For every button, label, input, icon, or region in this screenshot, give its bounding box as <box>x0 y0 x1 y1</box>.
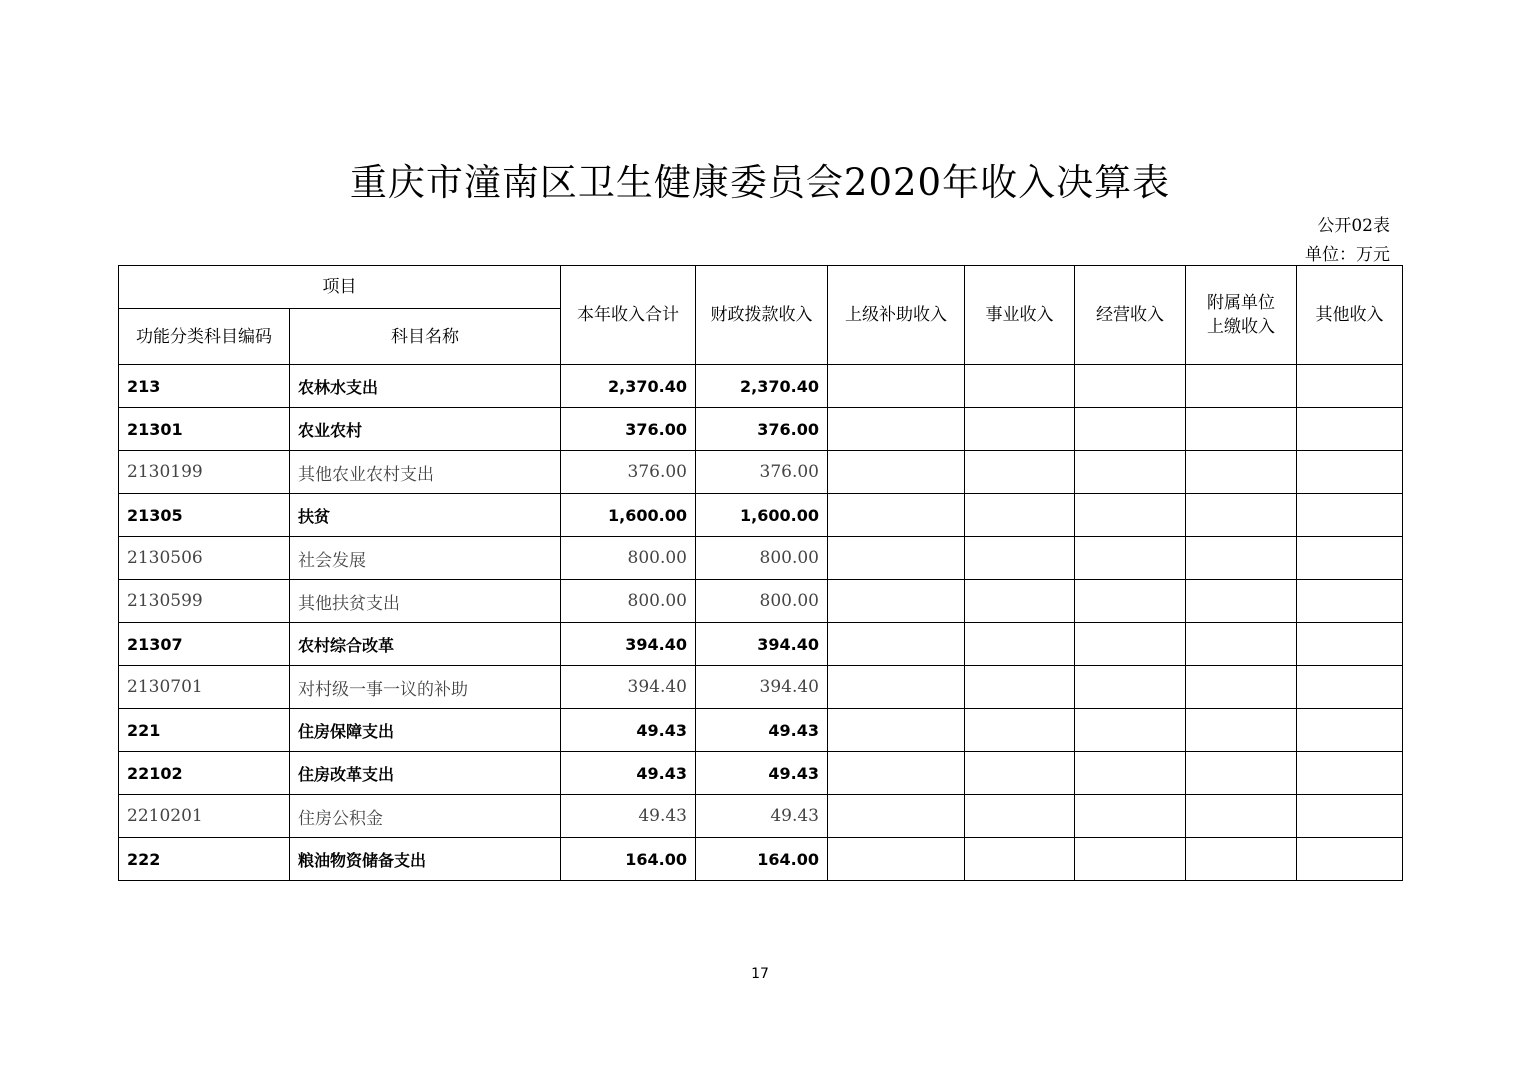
cell-operating <box>1075 408 1186 451</box>
cell-other <box>1297 838 1403 881</box>
cell-business <box>965 537 1075 580</box>
cell-total: 49.43 <box>561 795 696 838</box>
cell-fiscal: 2,370.40 <box>696 365 828 408</box>
cell-name: 其他农业农村支出 <box>290 451 561 494</box>
cell-other <box>1297 580 1403 623</box>
cell-business <box>965 623 1075 666</box>
cell-superior <box>828 838 965 881</box>
cell-name: 住房保障支出 <box>290 709 561 752</box>
cell-business <box>965 365 1075 408</box>
income-table <box>118 265 1403 881</box>
table-row <box>119 365 1403 408</box>
cell-business <box>965 709 1075 752</box>
cell-name: 农村综合改革 <box>290 623 561 666</box>
cell-fiscal: 376.00 <box>696 451 828 494</box>
cell-affiliated <box>1186 795 1297 838</box>
header-operating: 经营收入 <box>1075 266 1186 365</box>
cell-affiliated <box>1186 408 1297 451</box>
cell-other <box>1297 623 1403 666</box>
form-number: 公开02表 <box>1317 216 1390 236</box>
cell-other <box>1297 795 1403 838</box>
cell-affiliated <box>1186 580 1297 623</box>
cell-fiscal: 376.00 <box>696 408 828 451</box>
table-row <box>119 795 1403 838</box>
cell-fiscal: 1,600.00 <box>696 494 828 537</box>
cell-operating <box>1075 537 1186 580</box>
cell-operating <box>1075 365 1186 408</box>
cell-business <box>965 795 1075 838</box>
cell-operating <box>1075 451 1186 494</box>
cell-name: 社会发展 <box>290 537 561 580</box>
unit-label: 单位：万元 <box>1305 245 1390 265</box>
header-other: 其他收入 <box>1297 266 1403 365</box>
cell-code: 2210201 <box>119 795 290 838</box>
cell-business <box>965 752 1075 795</box>
cell-affiliated <box>1186 838 1297 881</box>
cell-affiliated <box>1186 623 1297 666</box>
cell-other <box>1297 408 1403 451</box>
cell-business <box>965 408 1075 451</box>
cell-fiscal: 800.00 <box>696 580 828 623</box>
cell-other <box>1297 494 1403 537</box>
cell-total: 376.00 <box>561 408 696 451</box>
cell-operating <box>1075 795 1186 838</box>
cell-other <box>1297 709 1403 752</box>
cell-superior <box>828 623 965 666</box>
table-row <box>119 623 1403 666</box>
cell-superior <box>828 580 965 623</box>
cell-code: 222 <box>119 838 290 881</box>
table-row <box>119 537 1403 580</box>
cell-operating <box>1075 666 1186 709</box>
cell-operating <box>1075 494 1186 537</box>
cell-business <box>965 666 1075 709</box>
header-code: 功能分类科目编码 <box>119 309 290 365</box>
cell-operating <box>1075 838 1186 881</box>
table-row <box>119 408 1403 451</box>
cell-code: 2130506 <box>119 537 290 580</box>
cell-operating <box>1075 623 1186 666</box>
cell-name: 粮油物资储备支出 <box>290 838 561 881</box>
cell-business <box>965 838 1075 881</box>
table-row <box>119 752 1403 795</box>
table-row <box>119 494 1403 537</box>
cell-other <box>1297 666 1403 709</box>
cell-total: 2,370.40 <box>561 365 696 408</box>
cell-code: 21305 <box>119 494 290 537</box>
cell-affiliated <box>1186 752 1297 795</box>
cell-operating <box>1075 709 1186 752</box>
table-row <box>119 451 1403 494</box>
page-number: 17 <box>751 966 769 982</box>
cell-code: 2130701 <box>119 666 290 709</box>
cell-operating <box>1075 580 1186 623</box>
cell-name: 其他扶贫支出 <box>290 580 561 623</box>
cell-fiscal: 164.00 <box>696 838 828 881</box>
header-business: 事业收入 <box>965 266 1075 365</box>
cell-other <box>1297 451 1403 494</box>
cell-code: 213 <box>119 365 290 408</box>
cell-name: 住房公积金 <box>290 795 561 838</box>
cell-code: 2130199 <box>119 451 290 494</box>
cell-code: 21307 <box>119 623 290 666</box>
cell-code: 22102 <box>119 752 290 795</box>
header-name: 科目名称 <box>290 309 561 365</box>
cell-superior <box>828 365 965 408</box>
cell-code: 21301 <box>119 408 290 451</box>
cell-business <box>965 580 1075 623</box>
cell-operating <box>1075 752 1186 795</box>
table-row <box>119 709 1403 752</box>
cell-superior <box>828 451 965 494</box>
cell-fiscal: 394.40 <box>696 623 828 666</box>
cell-total: 376.00 <box>561 451 696 494</box>
table-row <box>119 838 1403 881</box>
cell-other <box>1297 537 1403 580</box>
cell-superior <box>828 709 965 752</box>
cell-affiliated <box>1186 451 1297 494</box>
cell-total: 164.00 <box>561 838 696 881</box>
cell-affiliated <box>1186 666 1297 709</box>
cell-total: 49.43 <box>561 752 696 795</box>
cell-superior <box>828 795 965 838</box>
cell-total: 49.43 <box>561 709 696 752</box>
cell-total: 1,600.00 <box>561 494 696 537</box>
header-fiscal: 财政拨款收入 <box>696 266 828 365</box>
cell-fiscal: 49.43 <box>696 709 828 752</box>
cell-business <box>965 451 1075 494</box>
cell-total: 394.40 <box>561 623 696 666</box>
cell-affiliated <box>1186 494 1297 537</box>
cell-superior <box>828 408 965 451</box>
cell-fiscal: 394.40 <box>696 666 828 709</box>
cell-superior <box>828 494 965 537</box>
cell-code: 2130599 <box>119 580 290 623</box>
page-title: 重庆市潼南区卫生健康委员会2020年收入决算表 <box>349 161 1171 204</box>
cell-business <box>965 494 1075 537</box>
cell-superior <box>828 537 965 580</box>
cell-affiliated <box>1186 365 1297 408</box>
cell-total: 800.00 <box>561 537 696 580</box>
cell-code: 221 <box>119 709 290 752</box>
cell-total: 394.40 <box>561 666 696 709</box>
table-body <box>119 365 1403 881</box>
cell-fiscal: 49.43 <box>696 752 828 795</box>
cell-name: 对村级一事一议的补助 <box>290 666 561 709</box>
header-total: 本年收入合计 <box>561 266 696 365</box>
cell-other <box>1297 752 1403 795</box>
cell-affiliated <box>1186 537 1297 580</box>
cell-name: 住房改革支出 <box>290 752 561 795</box>
cell-other <box>1297 365 1403 408</box>
header-superior: 上级补助收入 <box>828 266 965 365</box>
cell-name: 农业农村 <box>290 408 561 451</box>
table-row <box>119 666 1403 709</box>
table-row <box>119 580 1403 623</box>
cell-affiliated <box>1186 709 1297 752</box>
cell-total: 800.00 <box>561 580 696 623</box>
cell-superior <box>828 666 965 709</box>
header-project: 项目 <box>119 266 561 309</box>
cell-superior <box>828 752 965 795</box>
cell-fiscal: 800.00 <box>696 537 828 580</box>
cell-name: 农林水支出 <box>290 365 561 408</box>
header-affiliated: 附属单位上缴收入 <box>1186 266 1297 365</box>
cell-fiscal: 49.43 <box>696 795 828 838</box>
cell-name: 扶贫 <box>290 494 561 537</box>
